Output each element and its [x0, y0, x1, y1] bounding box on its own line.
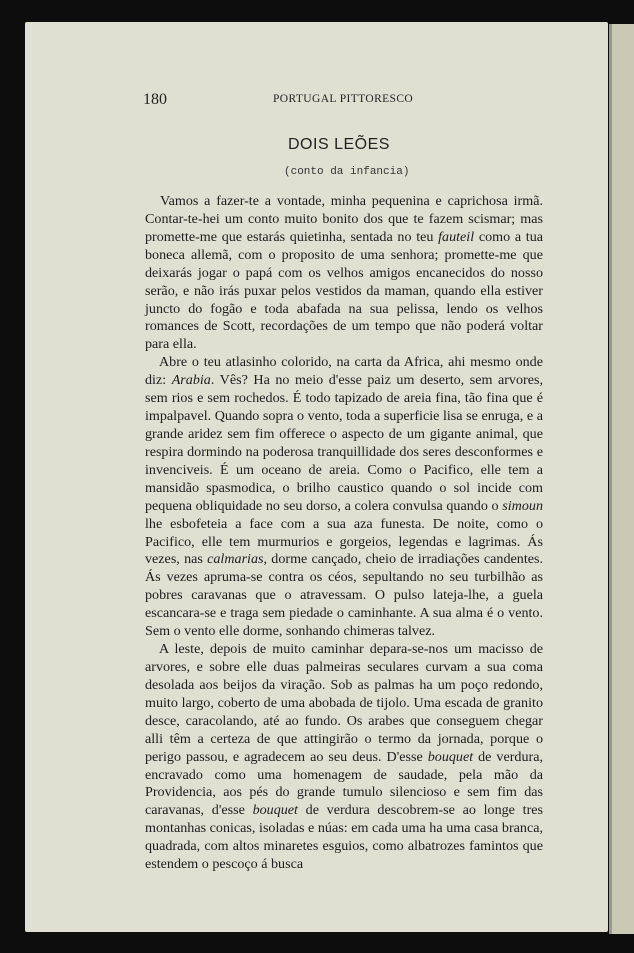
text-run: A leste, depois de muito caminhar depara-se-nos um macisso de arvores, e sobre elle duas palmeiras seculares curvam a sua coma desolada aos beijos da viração. Sob as palmas ha um poço redondo, muito largo, coberto de uma abobada de tijolo. Uma escada de granito desce, caracolando, até ao fundo. Os arabes que conseguem chegar alli têm a certeza de que attingirão o termo da jornada, porque o perigo passou, e agradecem ao seu deus. D'esse	[145, 641, 543, 765]
paragraph	[145, 354, 543, 641]
running-title: PORTUGAL PITTORESCO	[273, 93, 414, 105]
italic-run: bouquet	[252, 802, 298, 819]
paragraph	[145, 641, 543, 874]
text-run: Vamos a fazer-te a vontade, minha pequenina e caprichosa irmã. Contar-te-hei um conto muito bonito dos que te fazem scismar; mas promette-me que estarás quietinha, sentada no teu	[145, 193, 543, 245]
next-page-edge	[609, 24, 634, 934]
text-run: de verdura, encravado como uma homenagem de saudade, pela mão da Providencia, aos pés do grande tumulo silencioso e sem fim das caravanas, d'esse	[145, 748, 543, 819]
text-run: . Vês? Ha no meio d'esse paiz um deserto, sem arvores, sem rios e sem rochedos. É todo tapizado de areia fina, tão fina que é impalpavel. Quando sopra o vento, toda a superficie lisa se enruga, e a grande aridez sem fim offerece o aspecto de um gigante animal, que respira dormindo na poderosa tranquillidade dos seres desconformes e invenciveis. É um oceano de areia. Como o Pacifico, elle tem a mansidão spasmodica, o brilho caustico quando o sol incide com pequena obliquidade no seu dorso, a colera convulsa quando o	[145, 372, 543, 514]
paragraph	[145, 193, 543, 354]
italic-run: simoun	[502, 497, 543, 514]
italic-run: Arabia	[171, 372, 211, 389]
text-run: de verdura descobrem-se ao longe tres montanhas conicas, isoladas e núas: em cada uma ha uma casa branca, quadrada, com altos minaretes esguios, como albatrozes famintos que estendem o pescoço á busca	[145, 802, 543, 873]
text-run: como a tua boneca allemã, com o proposito de uma senhora; promette-me que deixarás jogar o papá com os velhos amigos encanecidos do nosso serão, e não irás puxar pelos vestidos da maman, quando ella estiver juncto do fogão e toda abafada na sua pelissa, lendo os velhos romances de Scott, recordações de um tempo que não poderá voltar para ella.	[145, 228, 543, 353]
text-run: lhe esbofeteia a face com a sua aza funesta. De noite, como o Pacifico, elle tem murmurios e gorgeios, legendas e lagrimas. Ás vezes, nas	[145, 515, 543, 568]
italic-run: calmarias,	[207, 551, 268, 568]
page-number: 180	[143, 91, 167, 108]
page-header	[143, 91, 543, 111]
text-run: Abre o teu atlasinho colorido, na carta da Africa, ahi mesmo onde diz:	[145, 354, 543, 389]
text-run: dorme cançado, cheio de irradiações candentes. Ás vezes apruma-se contra os céos, sepultando no seu turbilhão as pobres caravanas que o atravessam. O pulso lateja-lhe, a guela escancara-se e traga sem piedade o caminhante. A sua alma é o vento. Sem o vento elle dorme, sonhando chimeras talvez.	[145, 551, 543, 640]
story-title: DOIS LEÕES	[288, 136, 390, 153]
story-subtitle: (conto da infancia)	[284, 166, 410, 178]
italic-run: fauteil	[438, 228, 475, 245]
italic-run: bouquet	[427, 748, 474, 765]
body-text	[145, 193, 543, 874]
